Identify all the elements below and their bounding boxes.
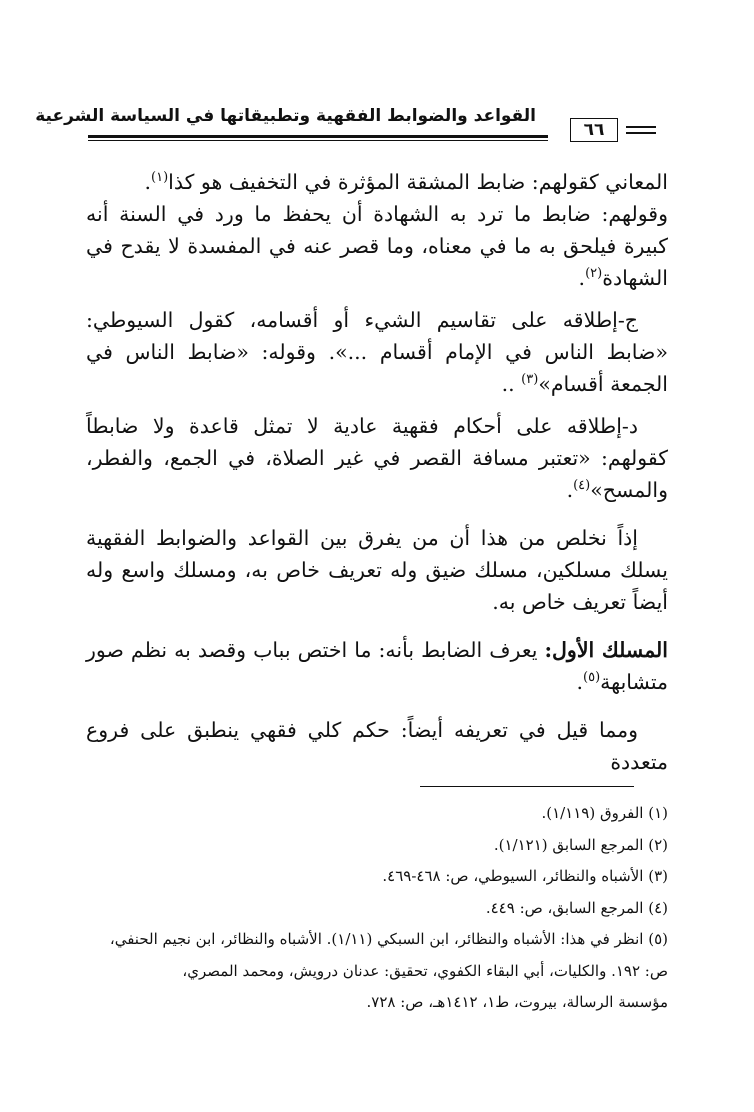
footnote-3: (٣) الأشباه والنظائر، السيوطي، ص: ٤٦٨-٤٦٩. (382, 867, 668, 885)
paragraph-4: د-إطلاقه على أحكام فقهية عادية لا تمثل قاعدة ولا ضابطاً كقولهم: «تعتبر مسافة القصر في غير الصلاة، في الجمع، والفطر، والمسح»$^{(٤)}$. (86, 414, 668, 502)
footnote-5-line-1: (٥) انظر في هذا: الأشباه والنظائر، ابن السبكي (١/١١). الأشباه والنظائر، ابن نجيم الحنفي، (109, 930, 668, 948)
paragraph-1: المعاني كقولهم: ضابط المشقة المؤثرة في التخفيف هو كذا$^{(١)}$. (144, 170, 668, 194)
footnotes (86, 798, 668, 1019)
footnote-1: (١) الفروق (١/١١٩). (541, 804, 668, 822)
footnote-ref-1: (١) (151, 170, 169, 186)
footnote-4: (٤) المرجع السابق، ص: ٤٤٩. (485, 898, 668, 917)
footnote-5-line-3: مؤسسة الرسالة، بيروت، ط١، ١٤١٢هـ، ص: ٧٢٨. (366, 993, 668, 1011)
header-rule (88, 135, 548, 141)
paragraph-5: إذاً نخلص من هذا أن من يفرق بين القواعد والضوابط الفقهية يسلك مسلكين، مسلك ضيق وله تعريف خاص به، ومسلك واسع وله أيضاً تعريف خاص به. (86, 526, 668, 614)
footnote-ref-3: (٣) (521, 372, 539, 388)
paragraph-2: وقولهم: ضابط ما ترد به الشهادة أن يحفظ ما ورد في السنة أنه كبيرة فيلحق به ما في معناه، وما قصر عنه في المفسدة لا يقدح في الشهادة$^{(٢)}$. (86, 202, 668, 290)
footnote-5-line-2: ص: ١٩٢. والكليات، أبي البقاء الكفوي، تحقيق: عدنان درويش، ومحمد المصري، (182, 961, 668, 980)
header-title: القواعد والضوابط الفقهية وتطبيقاتها في السياسة الشرعية (35, 106, 536, 126)
paragraph-6: المسلك الأول: يعرف الضابط بأنه: ما اختص بباب وقصد به نظم صور متشابهة$^{(٥)}$. (86, 638, 668, 694)
section-label: المسلك الأول: (544, 638, 668, 662)
page-number: ٦٦ (570, 118, 618, 142)
footnote-ref-5: (٥) (583, 670, 601, 686)
footnote-2: (٢) المرجع السابق (١/١٢١). (493, 835, 668, 854)
paragraph-3: ج-إطلاقه على تقاسيم الشيء أو أقسامه، كقول السيوطي: «ضابط الناس في الإمام أقسام ...». وقوله: «ضابط الناس في الجمعة أقسام»$^{(٣)}$ .. (86, 308, 668, 396)
footnote-separator (420, 786, 634, 787)
footnote-ref-4: (٤) (573, 478, 591, 494)
header-ornament-lines (626, 126, 656, 138)
main-text (86, 166, 668, 778)
paragraph-7: ومما قيل في تعريفه أيضاً: حكم كلي فقهي ينطبق على فروع متعددة (86, 718, 668, 774)
footnote-ref-2: (٢) (585, 266, 603, 282)
running-header (35, 102, 658, 140)
